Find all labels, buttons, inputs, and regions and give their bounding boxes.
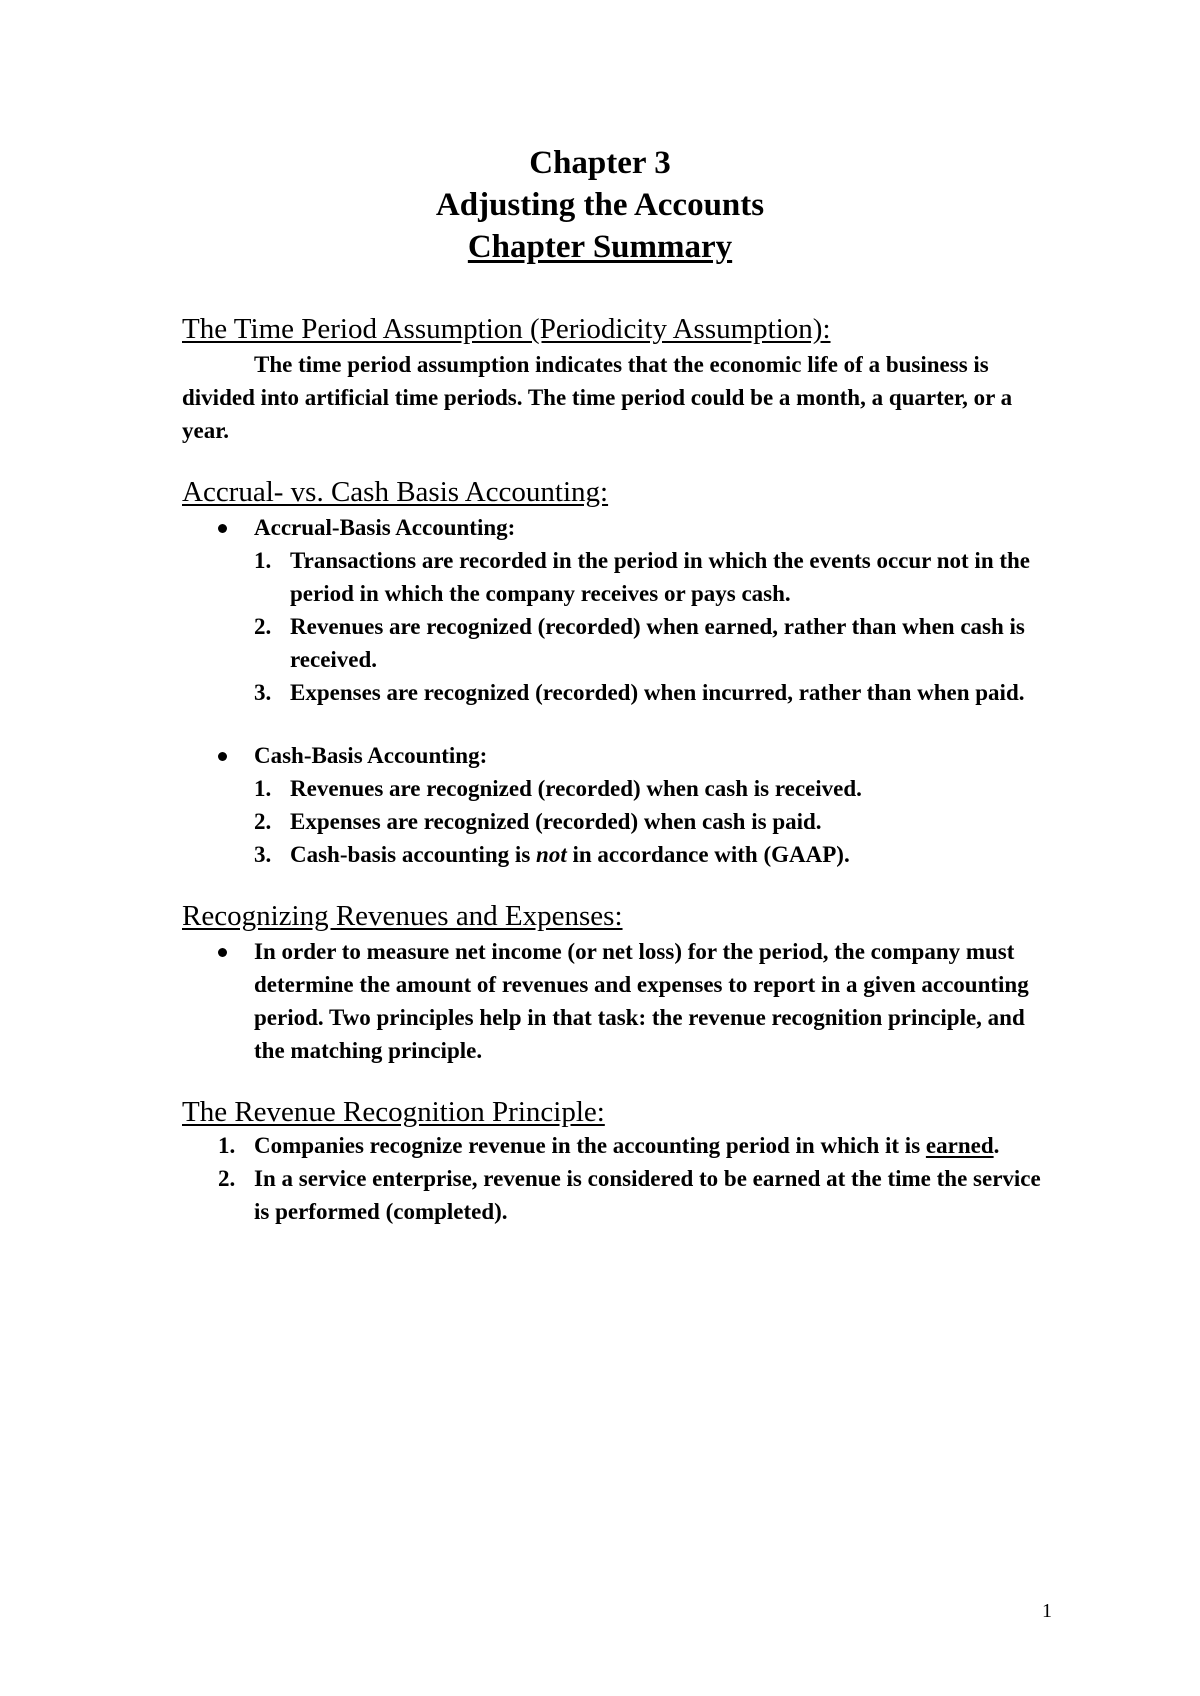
list-number: 3. [254, 842, 272, 867]
numbered-list-accrual [182, 544, 1042, 709]
list-item [218, 1129, 1042, 1162]
emphasis-not: not [536, 842, 567, 867]
list-number: 2. [254, 809, 272, 834]
numbered-list-cash [182, 772, 1042, 871]
section-heading: Recognizing Revenues and Expenses: [182, 900, 623, 932]
list-item [254, 838, 1042, 871]
list-number: 1. [254, 548, 272, 573]
list-item-text: Expenses are recognized (recorded) when cash is paid. [290, 809, 822, 834]
section-accrual-cash [182, 475, 1042, 871]
page-number: 1 [1042, 1600, 1052, 1622]
list-item-text: Companies recognize revenue in the accounting period in which it is earned. [254, 1133, 1000, 1158]
chapter-subtitle: Chapter Summary [467, 229, 733, 265]
list-number: 1. [254, 776, 272, 801]
section-revenue-recognition [182, 1095, 1042, 1228]
bullet-icon [218, 524, 227, 533]
list-item-label: Accrual-Basis Accounting: [254, 515, 516, 540]
section-time-period [182, 312, 1042, 447]
bullet-list [182, 739, 1042, 772]
list-item-text: In order to measure net income (or net loss) for the period, the company must determine the amount of revenues and expenses to report in a given accounting period. Two principles help in that task: the revenue recognition principle, and the matching principle. [254, 939, 1029, 1063]
section-paragraph: The time period assumption indicates that the economic life of a business is divided into artificial time periods. The time period could be a month, a quarter, or a year. [182, 352, 1013, 443]
list-item [254, 544, 1042, 610]
list-item [218, 1162, 1042, 1228]
list-item-cash [218, 739, 1042, 772]
section-heading: The Time Period Assumption (Periodicity Assumption): [182, 313, 831, 345]
bullet-list [182, 511, 1042, 544]
list-number: 2. [218, 1166, 236, 1191]
list-item-text: Expenses are recognized (recorded) when incurred, rather than when paid. [290, 680, 1025, 705]
list-item-accrual [218, 511, 1042, 544]
chapter-title: Adjusting the Accounts [435, 187, 765, 223]
list-item-text: In a service enterprise, revenue is considered to be earned at the time the service is performed (completed). [254, 1166, 1041, 1224]
list-item-text: Revenues are recognized (recorded) when cash is received. [290, 776, 862, 801]
section-heading: Accrual- vs. Cash Basis Accounting: [182, 476, 609, 508]
list-item-text: Transactions are recorded in the period in which the events occur not in the period in which the company receives or pays cash. [290, 548, 1031, 606]
numbered-list-revenue [182, 1129, 1042, 1228]
chapter-number: Chapter 3 [529, 145, 671, 181]
list-item [254, 676, 1042, 709]
bullet-icon [218, 948, 227, 957]
list-item [218, 935, 1042, 1067]
document-body [182, 312, 1042, 1256]
list-number: 2. [254, 614, 272, 639]
list-item [254, 610, 1042, 676]
underlined-earned: earned [925, 1133, 994, 1158]
section-heading: The Revenue Recognition Principle: [182, 1096, 605, 1128]
list-item-text: Cash-basis accounting is not in accordance with (GAAP). [290, 842, 850, 867]
list-item [254, 772, 1042, 805]
title-block [0, 142, 1200, 268]
list-number: 1. [218, 1133, 236, 1158]
bullet-list [182, 935, 1042, 1067]
list-item-text: Revenues are recognized (recorded) when earned, rather than when cash is received. [290, 614, 1025, 672]
section-recognizing [182, 899, 1042, 1067]
list-item [254, 805, 1042, 838]
list-number: 3. [254, 680, 272, 705]
bullet-icon [218, 752, 227, 761]
list-item-label: Cash-Basis Accounting: [254, 743, 488, 768]
